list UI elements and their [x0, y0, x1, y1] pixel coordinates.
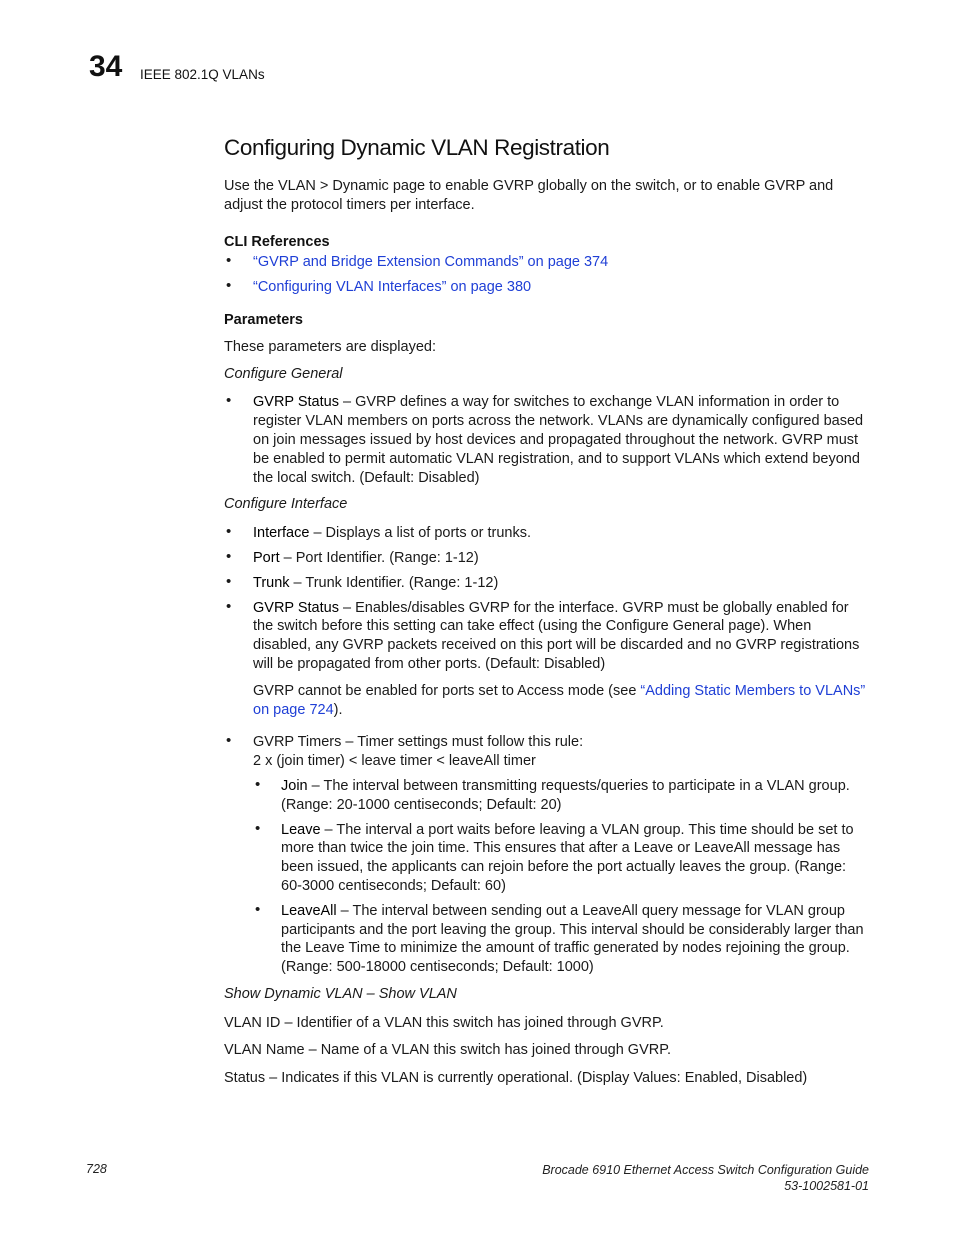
list-item: [224, 733, 870, 977]
description: – Port Identifier. (Range: 1-12): [279, 549, 479, 566]
list-item: [224, 278, 870, 297]
chapter-number: 34: [89, 50, 123, 83]
adding-static-members-link[interactable]: “Adding Static Members to VLANs” on page 724: [253, 682, 866, 718]
bullet-icon: •: [226, 392, 232, 410]
footer-info: [542, 1162, 869, 1194]
bullet-icon: •: [226, 277, 232, 295]
show-dynamic-heading: Show Dynamic VLAN – Show VLAN: [224, 985, 457, 1002]
bullet-icon: •: [226, 252, 232, 270]
term: Trunk: [253, 574, 290, 591]
configure-general-list: [224, 393, 870, 487]
bullet-icon: •: [226, 523, 232, 541]
description: – Identifier of a VLAN this switch has joined through GVRP.: [280, 1014, 664, 1031]
bullet-icon: •: [226, 597, 232, 615]
bullet-icon: •: [226, 572, 232, 590]
configure-interface-list: [224, 524, 870, 674]
list-item: [253, 821, 870, 896]
description: – Displays a list of ports or trunks.: [309, 525, 532, 542]
list-item: [224, 599, 870, 674]
bullet-icon: •: [255, 775, 261, 793]
gvrp-timers-text: GVRP Timers – Timer settings must follow this rule:: [253, 734, 584, 751]
list-item: [224, 574, 870, 593]
show-dynamic-list: [224, 1014, 870, 1088]
term: GVRP Status: [253, 394, 339, 411]
page-number: 728: [86, 1162, 107, 1176]
access-mode-note: [224, 682, 870, 720]
term: GVRP Status: [253, 599, 339, 616]
bullet-icon: •: [255, 819, 261, 837]
bullet-icon: •: [255, 900, 261, 918]
description: – Name of a VLAN this switch has joined through GVRP.: [304, 1042, 672, 1059]
parameters-heading: Parameters: [224, 311, 303, 328]
list-item: [224, 393, 870, 487]
description: – The interval between transmitting requests/queries to participate in a VLAN group. (Range: 20-1000 centiseconds; Default: 20): [281, 777, 850, 813]
list-item: [224, 549, 870, 568]
note-suffix: ).: [333, 701, 343, 718]
cli-links-list: [224, 253, 870, 297]
configure-interface-heading: Configure Interface: [224, 496, 348, 513]
description: – Enables/disables GVRP for the interface. GVRP must be globally enabled for the switch before this setting can take effect (using the Configure General page). When disabled, any GVRP packets received on this port will be discarded and no GVRP registrations will be propagated from other ports. (Default: Disabled): [253, 599, 860, 672]
definition-item: [224, 1069, 870, 1088]
list-item: [224, 524, 870, 543]
bullet-icon: •: [226, 547, 232, 565]
list-item: [224, 253, 870, 272]
term: VLAN ID: [224, 1014, 281, 1031]
description: – GVRP defines a way for switches to exchange VLAN information in order to register VLAN members on ports across the network. VLANs are dynamically configured based on join messages issued by host devices and propagated throughout the network. GVRP must be enabled to permit automatic VLAN registration, and to support VLANs which extend beyond the local switch. (Default: Disabled): [253, 394, 864, 486]
intro-paragraph: Use the VLAN > Dynamic page to enable GVRP globally on the switch, or to enable GVRP and adjust the protocol timers per interface.: [224, 178, 834, 213]
cli-link[interactable]: “GVRP and Bridge Extension Commands” on page 374: [253, 254, 609, 271]
list-item: [253, 902, 870, 977]
section-title: Configuring Dynamic VLAN Registration: [224, 135, 610, 160]
term: Port: [253, 549, 280, 566]
timer-rule: 2 x (join timer) < leave timer < leaveAll timer: [253, 753, 536, 770]
description: – The interval between sending out a LeaveAll query message for VLAN group participants and the port leaving the group. This interval should be considerably larger than the Leave Time to minimize the amount of traffic generated by nodes rejoining the group. (Range: 500-18000 centiseconds; Default: 1000): [281, 902, 864, 976]
timers-sublist: [253, 777, 870, 977]
note-prefix: GVRP cannot be enabled for ports set to Access mode (see: [253, 682, 641, 699]
definition-item: [224, 1014, 870, 1033]
cli-references-heading: CLI References: [224, 233, 330, 250]
configure-general-heading: Configure General: [224, 365, 343, 382]
doc-number: 53-1002581-01: [784, 1179, 869, 1193]
gvrp-timers-list: [224, 733, 870, 977]
description: – Indicates if this VLAN is currently operational. (Display Values: Enabled, Disabled): [265, 1070, 808, 1087]
term: Interface: [253, 525, 310, 542]
definition-item: [224, 1041, 870, 1060]
cli-link[interactable]: “Configuring VLAN Interfaces” on page 380: [253, 279, 532, 296]
page-content: [224, 133, 870, 1097]
term: Status: [224, 1070, 266, 1087]
term: VLAN Name: [224, 1042, 305, 1059]
description: – Trunk Identifier. (Range: 1-12): [289, 574, 499, 591]
parameters-intro: These parameters are displayed:: [224, 338, 436, 355]
chapter-title: IEEE 802.1Q VLANs: [140, 67, 265, 82]
list-item: [253, 777, 870, 815]
term: LeaveAll: [281, 902, 337, 919]
term: Leave: [281, 821, 321, 838]
description: – The interval a port waits before leaving a VLAN group. This time should be set to more than twice the join time. This ensures that after a Leave or LeaveAll message has been issued, the applicants can rejoin before the port actually leaves the group. (Range: 60-3000 centiseconds; Default: 60): [281, 821, 854, 894]
term: Join: [281, 777, 308, 794]
bullet-icon: •: [226, 732, 232, 750]
book-title: Brocade 6910 Ethernet Access Switch Configuration Guide: [542, 1163, 869, 1177]
